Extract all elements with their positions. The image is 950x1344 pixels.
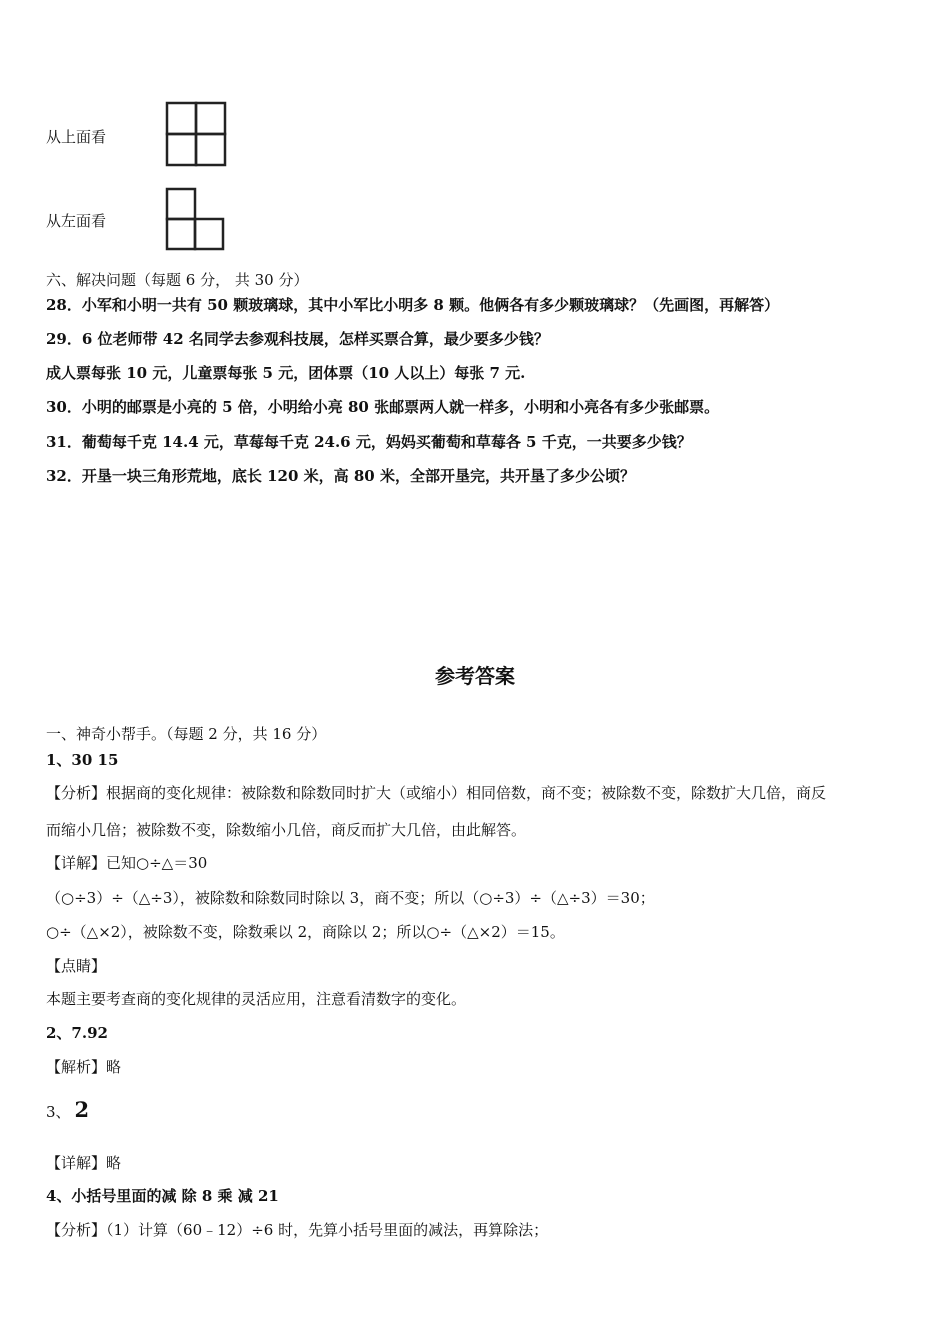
top-view-square-1: [167, 103, 196, 134]
answer-2: 2、7.92: [46, 1024, 108, 1042]
top-view-figure: [164, 100, 228, 168]
answer-1-analysis-line1: 【分析】根据商的变化规律：被除数和除数同时扩大（或缩小）相同倍数，商不变；被除数不变，除数扩大几倍，商反: [46, 784, 827, 802]
section6-heading: 六、解决问题（每题 6 分， 共 30 分）: [46, 271, 309, 289]
answers-section1-heading: 一、神奇小帮手。（每题 2 分，共 16 分）: [46, 725, 327, 743]
answer-1: 1、30 15: [46, 751, 119, 769]
top-view-square-4: [196, 134, 225, 165]
question-29: 29．6 位老师带 42 名同学去参观科技展，怎样买票合算，最少要多少钱？: [46, 330, 549, 348]
view-left-label: 从左面看: [46, 212, 107, 230]
question-31: 31．葡萄每千克 14.4 元，草莓每千克 24.6 元，妈妈买葡萄和草莓各 5 千克，一共要多少钱？: [46, 433, 692, 451]
left-view-square-bottom-left: [167, 219, 195, 249]
answer-1-detail-line3: ○÷（△×2），被除数不变，除数乘以 2，商除以 2；所以○÷（△×2）＝15。: [46, 923, 565, 941]
view-top-label: 从上面看: [46, 128, 107, 146]
left-view-figure: [164, 186, 226, 252]
answer-4: 4、小括号里面的减 除 8 乘 减 21: [46, 1187, 279, 1205]
left-view-square-bottom-right: [195, 219, 223, 249]
answer-4-analysis: 【分析】（1）计算（60﹣12）÷6 时，先算小括号里面的减法，再算除法；: [46, 1221, 549, 1239]
question-29-detail: 成人票每张 10 元，儿童票每张 5 元，团体票（10 人以上）每张 7 元.: [46, 364, 526, 382]
answer-3-detail: 【详解】略: [46, 1154, 122, 1172]
answer-3: [46, 1097, 90, 1122]
answer-1-point: 本题主要考查商的变化规律的灵活应用，注意看清数字的变化。: [46, 990, 467, 1008]
answer-1-detail-line2: （○÷3）÷（△÷3），被除数和除数同时除以 3，商不变；所以（○÷3）÷（△÷3）＝30；: [46, 889, 655, 907]
top-view-square-2: [196, 103, 225, 134]
answer-2-analysis: 【解析】略: [46, 1058, 122, 1076]
top-view-square-3: [167, 134, 196, 165]
question-32: 32．开垦一块三角形荒地，底长 120 米，高 80 米，全部开垦完，共开垦了多少公顷？: [46, 467, 635, 485]
answer-1-detail-line1: 【详解】已知○÷△＝30: [46, 854, 208, 872]
question-30: 30．小明的邮票是小亮的 5 倍，小明给小亮 80 张邮票两人就一样多，小明和小亮各有多少张邮票。: [46, 398, 720, 416]
left-view-square-top: [167, 189, 195, 219]
question-28: 28．小军和小明一共有 50 颗玻璃球，其中小军比小明多 8 颗。他俩各有多少颗玻璃球？（先画图，再解答）: [46, 296, 780, 314]
answer-3-value: 2: [74, 1097, 90, 1122]
answer-3-prefix: 3、: [46, 1103, 71, 1121]
answers-title: 参考答案: [435, 664, 515, 688]
answer-1-analysis-line2: 而缩小几倍；被除数不变，除数缩小几倍，商反而扩大几倍，由此解答。: [46, 821, 527, 839]
answer-1-point-heading: 【点睛】: [46, 957, 107, 975]
